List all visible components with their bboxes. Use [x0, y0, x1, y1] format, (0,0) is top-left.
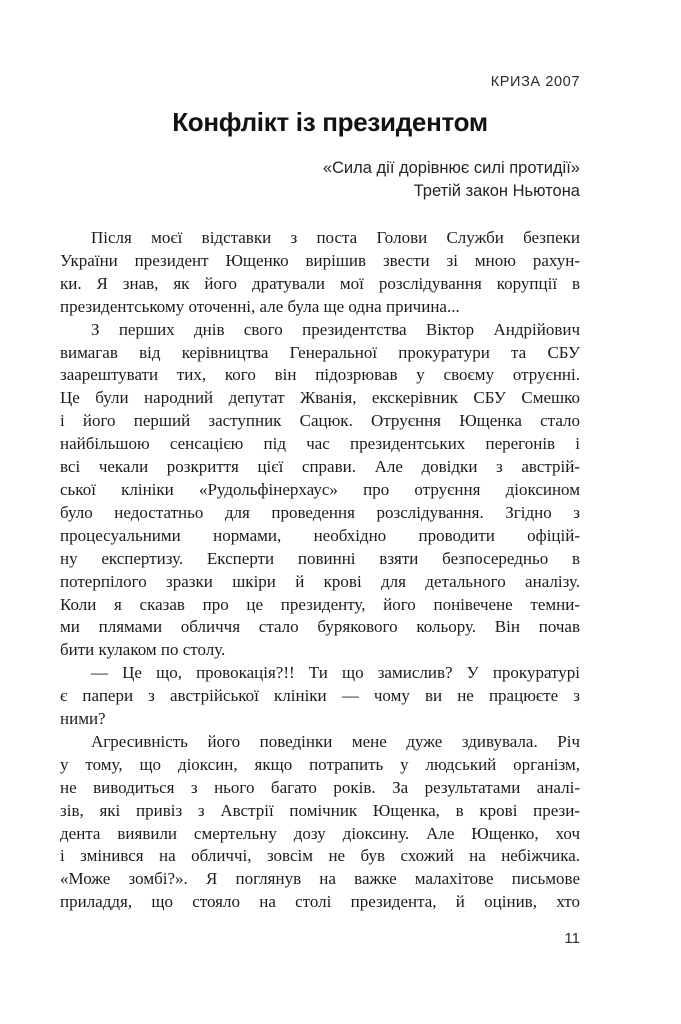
text-line: дента виявили смертельну дозу діоксину. Але Ющенко, хоч: [60, 823, 580, 843]
epigraph-quote: «Сила дії дорівнює силі протидії»: [322, 159, 580, 177]
text-line: зів, які привіз з Австрії помічник Ющенка, в крові прези-: [60, 800, 580, 820]
text-line: є папери з австрійської клініки — чому ви не працюєте з: [60, 686, 580, 706]
epigraph: [60, 157, 580, 203]
paragraph: [60, 731, 580, 914]
text-line: ми плямами обличчя стало бурякового кольору. Він почав: [60, 617, 580, 637]
text-line: «Може зомбі?». Я поглянув на важке малахітове письмове: [60, 869, 580, 889]
text-line: бити кулаком по столу.: [60, 640, 226, 660]
text-line: — Це що, провокація?!! Ти що замислив? У прокуратурі: [91, 663, 580, 683]
chapter-title: Конфлікт із президентом: [172, 107, 488, 137]
text-line: ки. Я знав, як його дратували мої розслідування корупції в: [60, 273, 580, 293]
text-line: всі чекали розкриття цієї справи. Але довідки з австрій-: [60, 457, 580, 477]
text-line: приладдя, що стояло на столі президента, й оцінив, хто: [60, 892, 580, 912]
text-line: ської клініки «Рудольфінерхаус» про отруєння діоксином: [60, 479, 580, 499]
text-line: не виводиться з нього багато років. За результатами аналі-: [60, 777, 580, 797]
paragraph: [60, 227, 580, 319]
text-line: президентському оточенні, але була ще одна причина...: [60, 296, 460, 316]
text-line: потерпілого зразки шкіри й крові для детального аналізу.: [60, 571, 580, 591]
text-line: З перших днів свого президентства Віктор Андрійович: [91, 319, 580, 339]
text-line: Після моєї відставки з поста Голови Служби безпеки: [91, 228, 580, 247]
body-text: [60, 227, 580, 914]
text-line: і його перший заступник Сацюк. Отруєння Ющенка стало: [60, 411, 580, 431]
text-line: у тому, що діоксин, якщо потрапить у людський організм,: [60, 754, 580, 774]
paragraph: [60, 319, 580, 663]
text-line: найбільшою сенсацією під час президентських перегонів і: [60, 434, 580, 454]
text-line: Агресивність його поведінки мене дуже здивувала. Річ: [91, 731, 580, 751]
epigraph-attribution: Третій закон Ньютона: [413, 182, 580, 200]
running-header: КРИЗА 2007: [490, 74, 580, 90]
text-line: заарештувати тих, кого він підозрював у своєму отруєнні.: [60, 365, 580, 385]
text-line: Це були народний депутат Жванія, екскерівник СБУ Смешко: [60, 388, 580, 408]
text-line: ними?: [60, 709, 106, 729]
paragraph: [60, 662, 580, 731]
text-line: було недостатньо для проведення розслідування. Згідно з: [60, 502, 580, 522]
text-line: ну експертизу. Експерти повинні взяти безпосередньо в: [60, 548, 580, 568]
text-line: і змінився на обличчі, зовсім не був схожий на небіжчика.: [60, 846, 580, 866]
text-line: України президент Ющенко вирішив звести зі мною рахун-: [60, 250, 580, 270]
page-number: 11: [564, 930, 580, 947]
text-line: Коли я сказав про це президенту, його понівечене темни-: [60, 594, 580, 614]
text-line: процесуальними нормами, необхідно проводити офіцій-: [60, 525, 580, 545]
text-line: вимагав від керівництва Генеральної прокуратури та СБУ: [60, 342, 580, 362]
